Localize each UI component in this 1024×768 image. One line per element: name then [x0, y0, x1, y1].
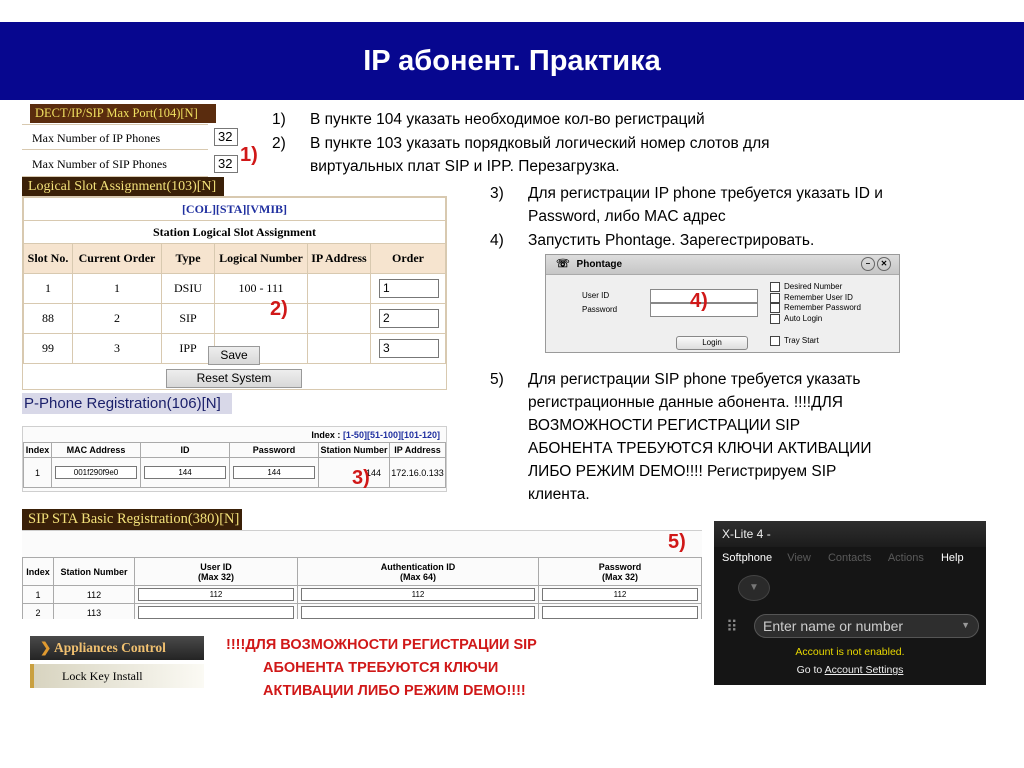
sip-station-cell: 112 [54, 586, 135, 604]
option-tray-start[interactable] [770, 336, 819, 346]
ipp-ip-cell: 172.16.0.133 [390, 458, 446, 488]
account-settings-link[interactable]: Account Settings [824, 664, 904, 676]
sip-col-index: Index [23, 558, 54, 586]
appliances-header-label: Appliances Control [53, 640, 166, 655]
instruction-text: ЛИБО РЕЖИМ DEMO!!!! Регистрируем SIP [528, 463, 837, 480]
menu-help[interactable]: Help [940, 552, 964, 564]
appliances-header [30, 636, 204, 660]
col-order: Order [371, 244, 446, 274]
type-cell: DSIU [162, 274, 215, 304]
max-port-header: DECT/IP/SIP Max Port(104)[N] [30, 104, 216, 123]
ipp-col-password: Password [230, 443, 319, 458]
sip-auth-id-input[interactable]: 112 [301, 588, 535, 601]
sip-col-password [539, 558, 702, 586]
instruction-text: Password, либо MAC адрес [528, 208, 726, 225]
index-label: Index : [311, 430, 343, 440]
current-order-cell: 1 [73, 274, 162, 304]
instruction-4 [490, 229, 1010, 252]
logical-slot-header: Logical Slot Assignment(103)[N] [22, 177, 224, 198]
slot-cell: 99 [24, 334, 73, 364]
order-input[interactable]: 1 [379, 279, 439, 298]
order-input[interactable]: 3 [379, 339, 439, 358]
instruction-2 [272, 132, 932, 178]
order-input[interactable]: 2 [379, 309, 439, 328]
instruction-text: клиента. [528, 486, 590, 503]
sip-col-auth-id [298, 558, 539, 586]
col-logical-number: Logical Number [215, 244, 308, 274]
status-dropdown-icon[interactable]: ▼ [738, 575, 770, 601]
sip-reg-header: SIP STA Basic Registration(380)[N] [22, 509, 242, 532]
option-label: Tray Start [784, 336, 819, 346]
current-order-cell: 2 [73, 304, 162, 334]
xlite-window [714, 521, 986, 685]
ipp-col-station: Station Number [319, 443, 390, 458]
instruction-text: АБОНЕНТА ТРЕБУЮТСЯ КЛЮЧИ АКТИВАЦИИ [528, 440, 872, 457]
index-links[interactable]: [1-50][51-100][101-120] [342, 430, 440, 440]
instruction-1 [272, 108, 932, 131]
table-row [23, 586, 702, 604]
ipp-col-index: Index [24, 443, 52, 458]
mac-input[interactable]: 001f290f9e0 [55, 466, 137, 479]
sip-password-input[interactable] [542, 606, 698, 619]
checkbox[interactable] [770, 293, 780, 303]
sip-col-auth-sub: (Max 64) [399, 571, 436, 582]
logical-number-cell: 100 - 111 [215, 274, 308, 304]
ip-phone-reg-header: P-Phone Registration(106)[N] [22, 393, 232, 414]
callout-5: 5) [668, 531, 686, 553]
checkbox[interactable] [770, 282, 780, 292]
table-row [24, 274, 446, 304]
lock-key-install-item[interactable]: Lock Key Install [30, 664, 204, 688]
checkbox[interactable] [770, 336, 780, 346]
demo-warning [226, 634, 666, 703]
xlite-title: X-Lite 4 - [714, 521, 986, 547]
password-label: Password [582, 305, 618, 314]
menu-actions[interactable]: Actions [887, 552, 924, 564]
close-icon[interactable]: ✕ [877, 257, 891, 271]
menu-view[interactable]: View [787, 552, 811, 564]
ipp-index-cell: 1 [24, 458, 52, 488]
menu-contacts[interactable]: Contacts [827, 552, 872, 564]
instruction-num: 4) [490, 232, 504, 249]
col-current-order: Current Order [73, 244, 162, 274]
option-desired-number[interactable] [770, 282, 861, 293]
ipp-password-input[interactable]: 144 [233, 466, 315, 479]
instruction-text: В пункте 103 указать порядковый логический номер слотов для [310, 135, 770, 152]
slide-title: IP абонент. Практика [0, 22, 1024, 100]
col-slot-no: Slot No. [24, 244, 73, 274]
option-label: Remember Password [784, 303, 861, 313]
option-remember-password[interactable] [770, 303, 861, 314]
option-label: Remember User ID [784, 292, 853, 302]
warning-line: !!!!ДЛЯ ВОЗМОЖНОСТИ РЕГИСТРАЦИИ SIP [226, 637, 537, 653]
sip-col-user-id-sub: (Max 32) [197, 571, 234, 582]
instruction-num: 5) [490, 371, 504, 388]
max-ip-input[interactable]: 32 [214, 128, 238, 146]
ipp-col-mac: MAC Address [52, 443, 141, 458]
instruction-text: регистрационные данные абонента. !!!!ДЛЯ [528, 394, 843, 411]
instruction-text: Запустить Phontage. Зарегестрировать. [528, 232, 815, 249]
save-button[interactable]: Save [208, 346, 260, 365]
slot-cell: 1 [24, 274, 73, 304]
instruction-num: 3) [490, 185, 504, 202]
slot-cell: 88 [24, 304, 73, 334]
instruction-5 [490, 368, 1000, 506]
checkbox[interactable] [770, 303, 780, 313]
instruction-text: Для регистрации IP phone требуется указать ID и [528, 185, 883, 202]
sip-user-id-input[interactable]: 112 [138, 588, 294, 601]
sip-index-cell: 1 [23, 586, 54, 604]
ipp-station-cell: 144 [319, 458, 390, 488]
lsa-table-title: Station Logical Slot Assignment [24, 221, 446, 244]
ipp-col-id: ID [141, 443, 230, 458]
account-status: Account is not enabled. [795, 646, 905, 658]
option-remember-user-id[interactable] [770, 293, 861, 304]
type-cell: IPP [162, 334, 215, 364]
table-row [24, 458, 446, 488]
sip-col-password-sub: (Max 32) [601, 571, 638, 582]
callout-2: 2) [270, 298, 288, 320]
ip-cell [308, 304, 371, 334]
table-row [23, 604, 702, 620]
col-type: Type [162, 244, 215, 274]
callout-4: 4) [690, 290, 708, 312]
instruction-3 [490, 182, 1010, 228]
col-ip-address: IP Address [308, 244, 371, 274]
ip-cell [308, 274, 371, 304]
ipp-id-input[interactable]: 144 [144, 466, 226, 479]
max-ip-label: Max Number of IP Phones [22, 124, 208, 150]
option-label: Auto Login [784, 313, 823, 323]
sip-station-cell: 113 [54, 604, 135, 620]
instruction-text: В пункте 104 указать необходимое кол-во регистраций [310, 111, 705, 128]
checkbox[interactable] [770, 314, 780, 324]
warning-line: АБОНЕНТА ТРЕБУЮТСЯ КЛЮЧИ [263, 660, 499, 676]
sip-col-user-id [135, 558, 298, 586]
table-row [24, 304, 446, 334]
search-input[interactable]: Enter name or number [763, 618, 904, 634]
dialpad-icon[interactable]: ⠿ [726, 619, 738, 636]
current-order-cell: 3 [73, 334, 162, 364]
max-sip-input[interactable]: 32 [214, 155, 238, 173]
max-sip-label: Max Number of SIP Phones [22, 151, 208, 177]
sip-auth-id-input[interactable] [301, 606, 535, 619]
instruction-num: 1) [272, 111, 286, 128]
logical-number-cell [215, 304, 308, 334]
sip-col-password-title: Password [598, 561, 642, 572]
phone-icon: ☏ [556, 258, 570, 270]
callout-1: 1) [240, 144, 258, 166]
phontage-window [545, 254, 900, 353]
sip-index-cell: 2 [23, 604, 54, 620]
goto-prefix: Go to [796, 664, 825, 676]
chevron-right-icon: ❯ [40, 640, 52, 655]
instruction-text: виртуальных плат SIP и IPP. Перезагрузка. [310, 158, 620, 175]
sip-password-input[interactable]: 112 [542, 588, 698, 601]
sip-user-id-input[interactable] [138, 606, 294, 619]
instruction-text: ВОЗМОЖНОСТИ РЕГИСТРАЦИИ SIP [528, 417, 801, 434]
instruction-text: Для регистрации SIP phone требуется указать [528, 371, 861, 388]
type-cell: SIP [162, 304, 215, 334]
menu-softphone[interactable]: Softphone [722, 552, 773, 564]
user-id-label: User ID [582, 291, 610, 300]
ip-cell [308, 334, 371, 364]
lsa-links[interactable]: [COL][STA][VMIB] [24, 198, 446, 221]
warning-line: АКТИВАЦИИ ЛИБО РЕЖИМ DEMO!!!! [263, 683, 526, 699]
ipp-col-ip: IP Address [390, 443, 446, 458]
sip-col-auth-title: Authentication ID [380, 561, 456, 572]
reset-system-button[interactable]: Reset System [166, 369, 302, 388]
login-button[interactable]: Login [676, 336, 748, 350]
option-auto-login[interactable] [770, 314, 861, 325]
minimize-icon[interactable]: – [861, 257, 875, 271]
sip-col-station: Station Number [54, 558, 135, 586]
option-label: Desired Number [784, 282, 843, 292]
sip-col-user-id-title: User ID [200, 561, 232, 572]
chevron-down-icon[interactable]: ▼ [961, 620, 970, 630]
callout-3: 3) [352, 467, 370, 489]
instruction-num: 2) [272, 135, 286, 152]
phontage-title: Phontage [576, 259, 623, 270]
